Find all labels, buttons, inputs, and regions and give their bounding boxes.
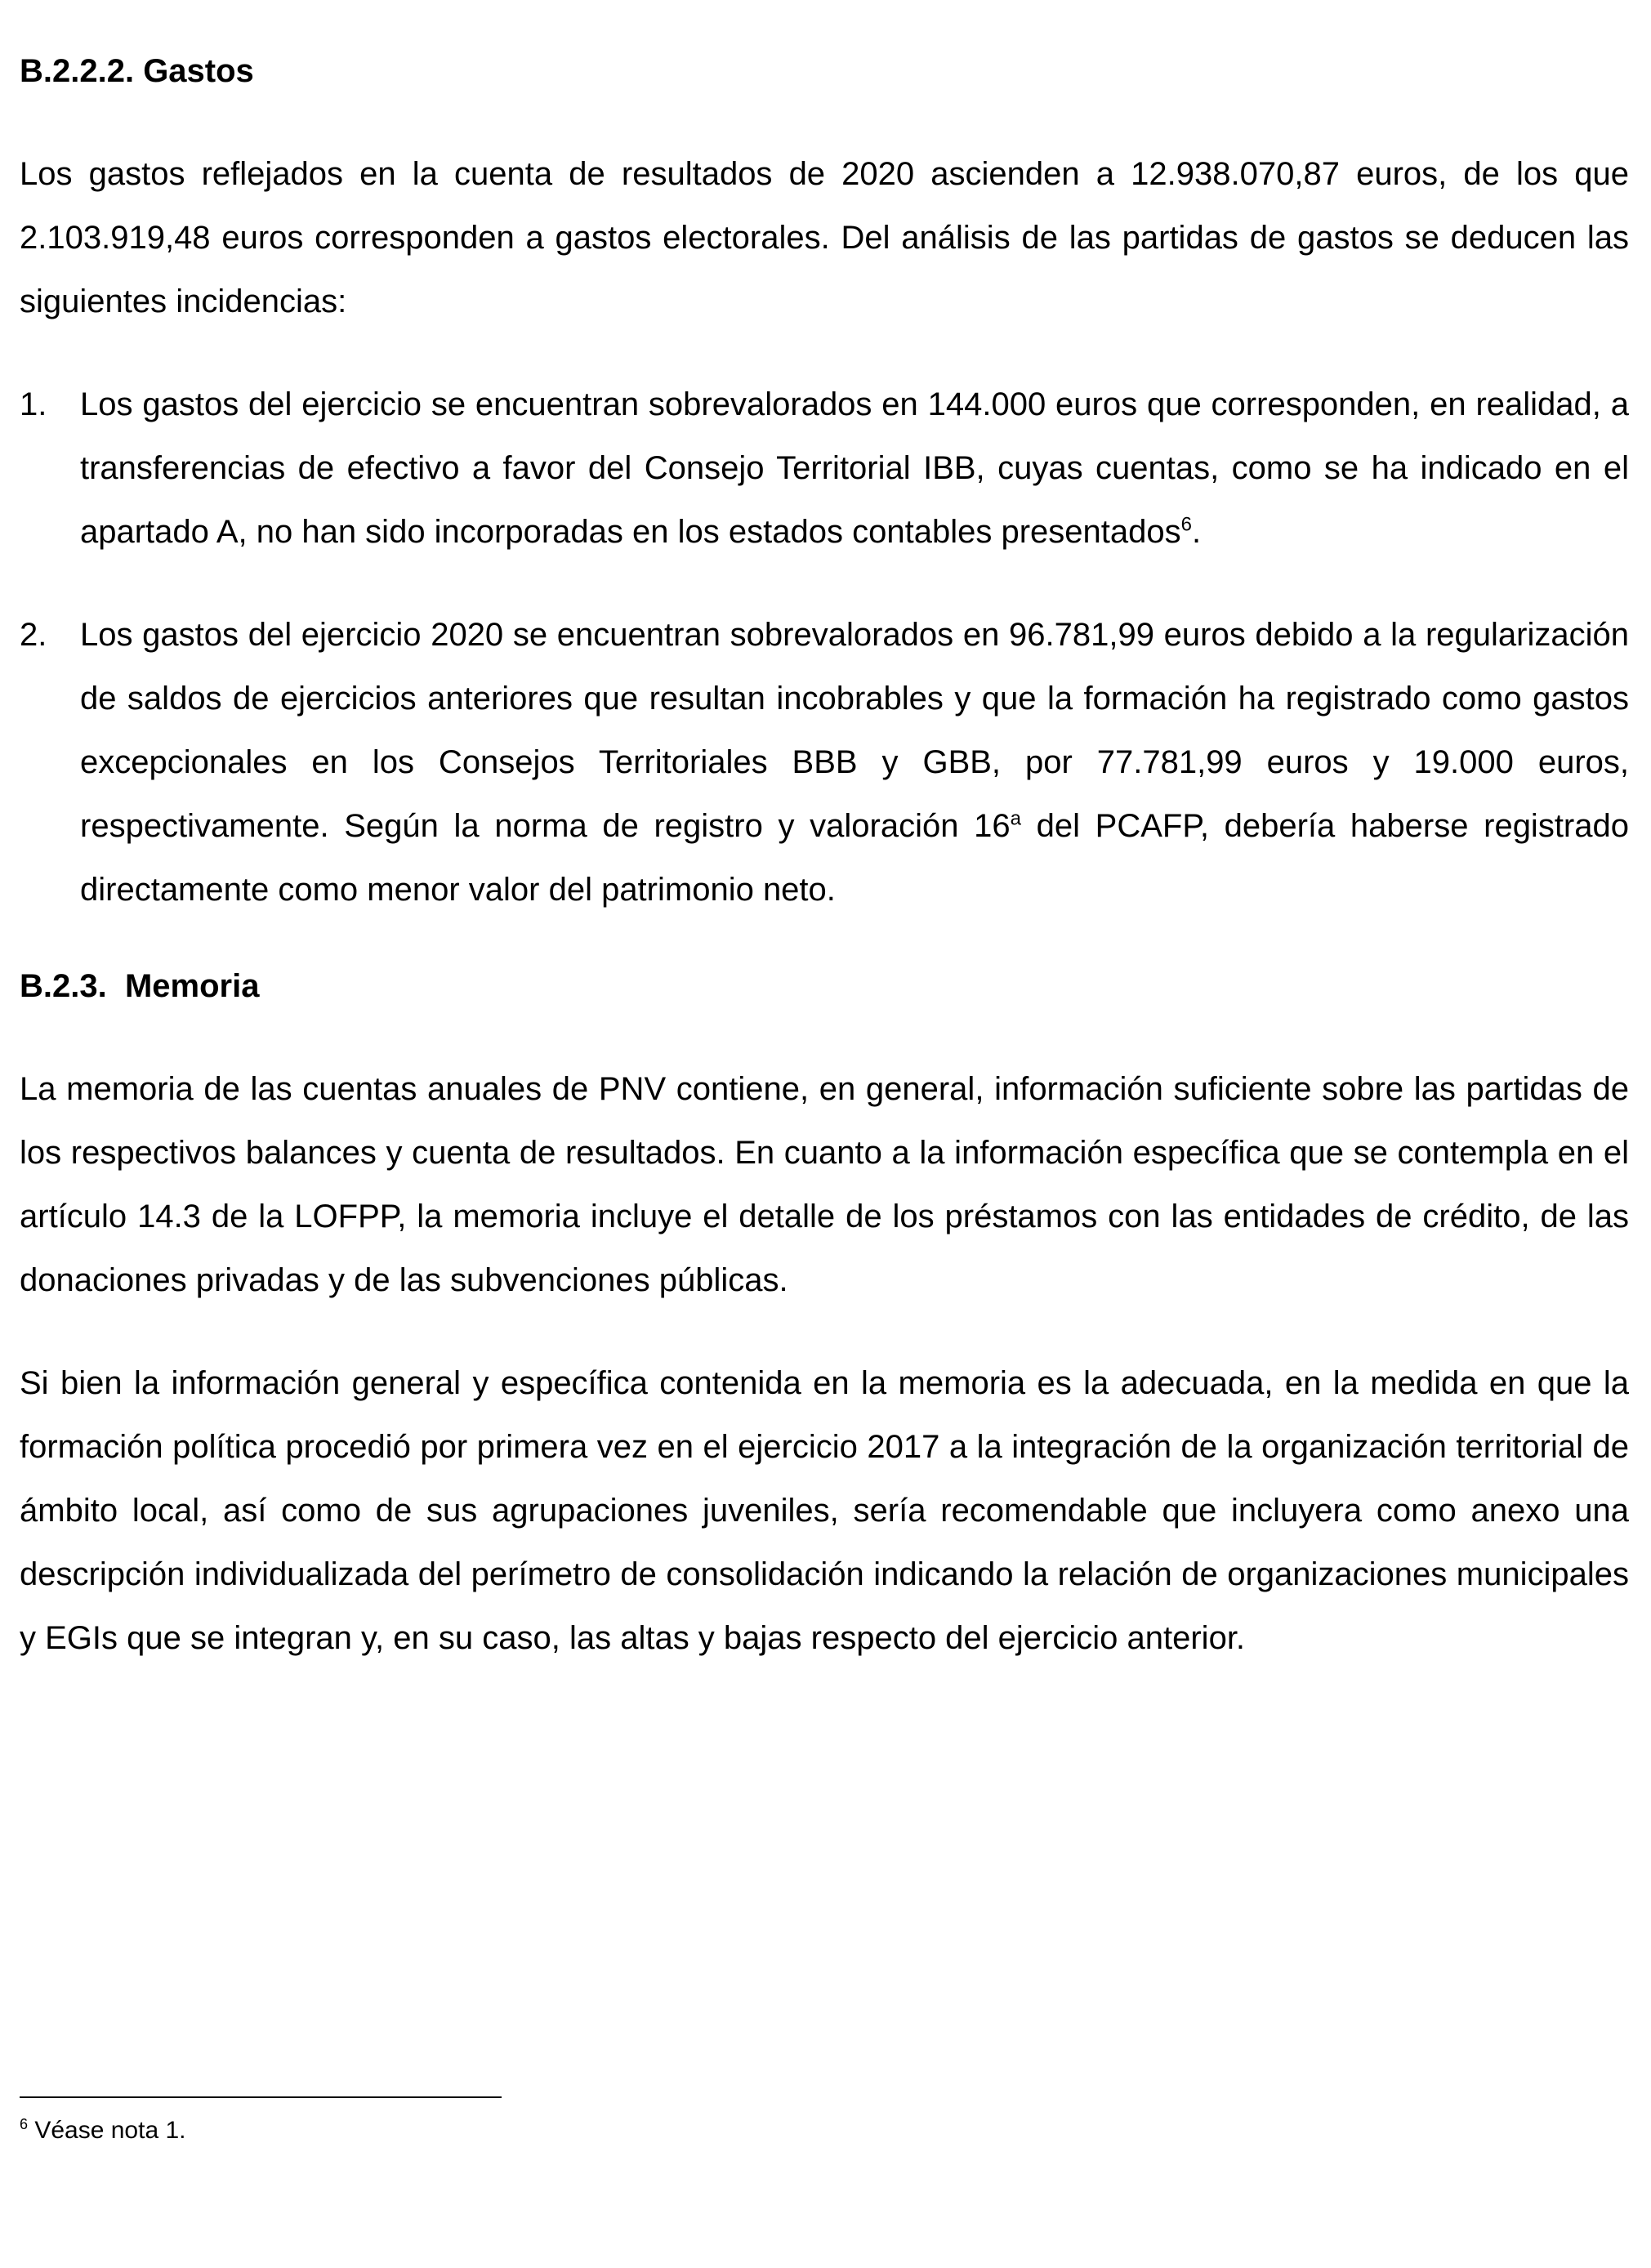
spacer (20, 1312, 1629, 1351)
list-item-tail: del PCAFP, debería haberse registrado directamente como menor valor del patrimonio neto. (80, 808, 1629, 908)
section-heading-memoria: B.2.3. Memoria (20, 968, 260, 1004)
list-item-1 (20, 373, 1629, 564)
spacer (20, 1018, 1629, 1057)
section-heading-gastos: B.2.2.2. Gastos (20, 53, 254, 89)
list-item-text (80, 373, 1629, 564)
memoria-paragraph-2: Si bien la información general y específica contenida en la memoria es la adecuada, en la medida en que la formación política procedió por primera vez en el ejercicio 2017 a la integración de la organización territorial de ámbito local, así como de sus agrupaciones juveniles, sería recomendable que incluyera como anexo una descripción individualizada del perímetro de consolidación indicando la relación de organizaciones municipales y EGIs que se integran y, en su caso, las altas y bajas respecto del ejercicio anterior. (20, 1365, 1629, 1656)
list-item-text (80, 603, 1629, 922)
footnote-reference[interactable]: 6 (1180, 513, 1192, 536)
list-item-number: 2. (20, 617, 47, 653)
footnote-number: 6 (20, 2116, 29, 2132)
list-item-body: Los gastos del ejercicio se encuentran sobrevalorados en 144.000 euros que corresponden, en realidad, a transferencias de efectivo a favor del Consejo Territorial IBB, cuyas cuentas, como se ha indicado en el apartado A, no han sido incorporadas en los estados contables presentados (80, 386, 1629, 550)
spacer (20, 333, 1629, 373)
footnote-separator (20, 2096, 502, 2098)
ordinal-superscript: a (1010, 807, 1021, 830)
list-item-tail: . (1191, 514, 1202, 550)
footnote-text: Véase nota 1. (28, 2117, 186, 2144)
list-item-number: 1. (20, 386, 47, 422)
footnote (20, 2114, 186, 2147)
document-page (20, 39, 1629, 1670)
spacer (20, 922, 1629, 954)
list-item-body: Los gastos del ejercicio 2020 se encuentran sobrevalorados en 96.781,99 euros debido a la regularización de saldos de ejercicios anteriores que resultan incobrables y que la formación ha registrado como gastos excepcionales en los Consejos Territoriales BBB y GBB, por 77.781,99 euros y 19.000 euros, respectivamente. Según la norma de registro y valoración 16 (80, 617, 1629, 844)
spacer (20, 564, 1629, 603)
memoria-paragraph-1: La memoria de las cuentas anuales de PNV contiene, en general, información suficiente sobre las partidas de los respectivos balances y cuenta de resultados. En cuanto a la información específica que se contempla en el artículo 14.3 de la LOFPP, la memoria incluye el detalle de los préstamos con las entidades de crédito, de las donaciones privadas y de las subvenciones públicas. (20, 1071, 1629, 1298)
spacer (20, 103, 1629, 142)
list-item-2 (20, 603, 1629, 922)
gastos-intro-paragraph: Los gastos reflejados en la cuenta de resultados de 2020 ascienden a 12.938.070,87 euros, de los que 2.103.919,48 euros corresponden a gastos electorales. Del análisis de las partidas de gastos se deducen las siguientes incidencias: (20, 156, 1629, 319)
